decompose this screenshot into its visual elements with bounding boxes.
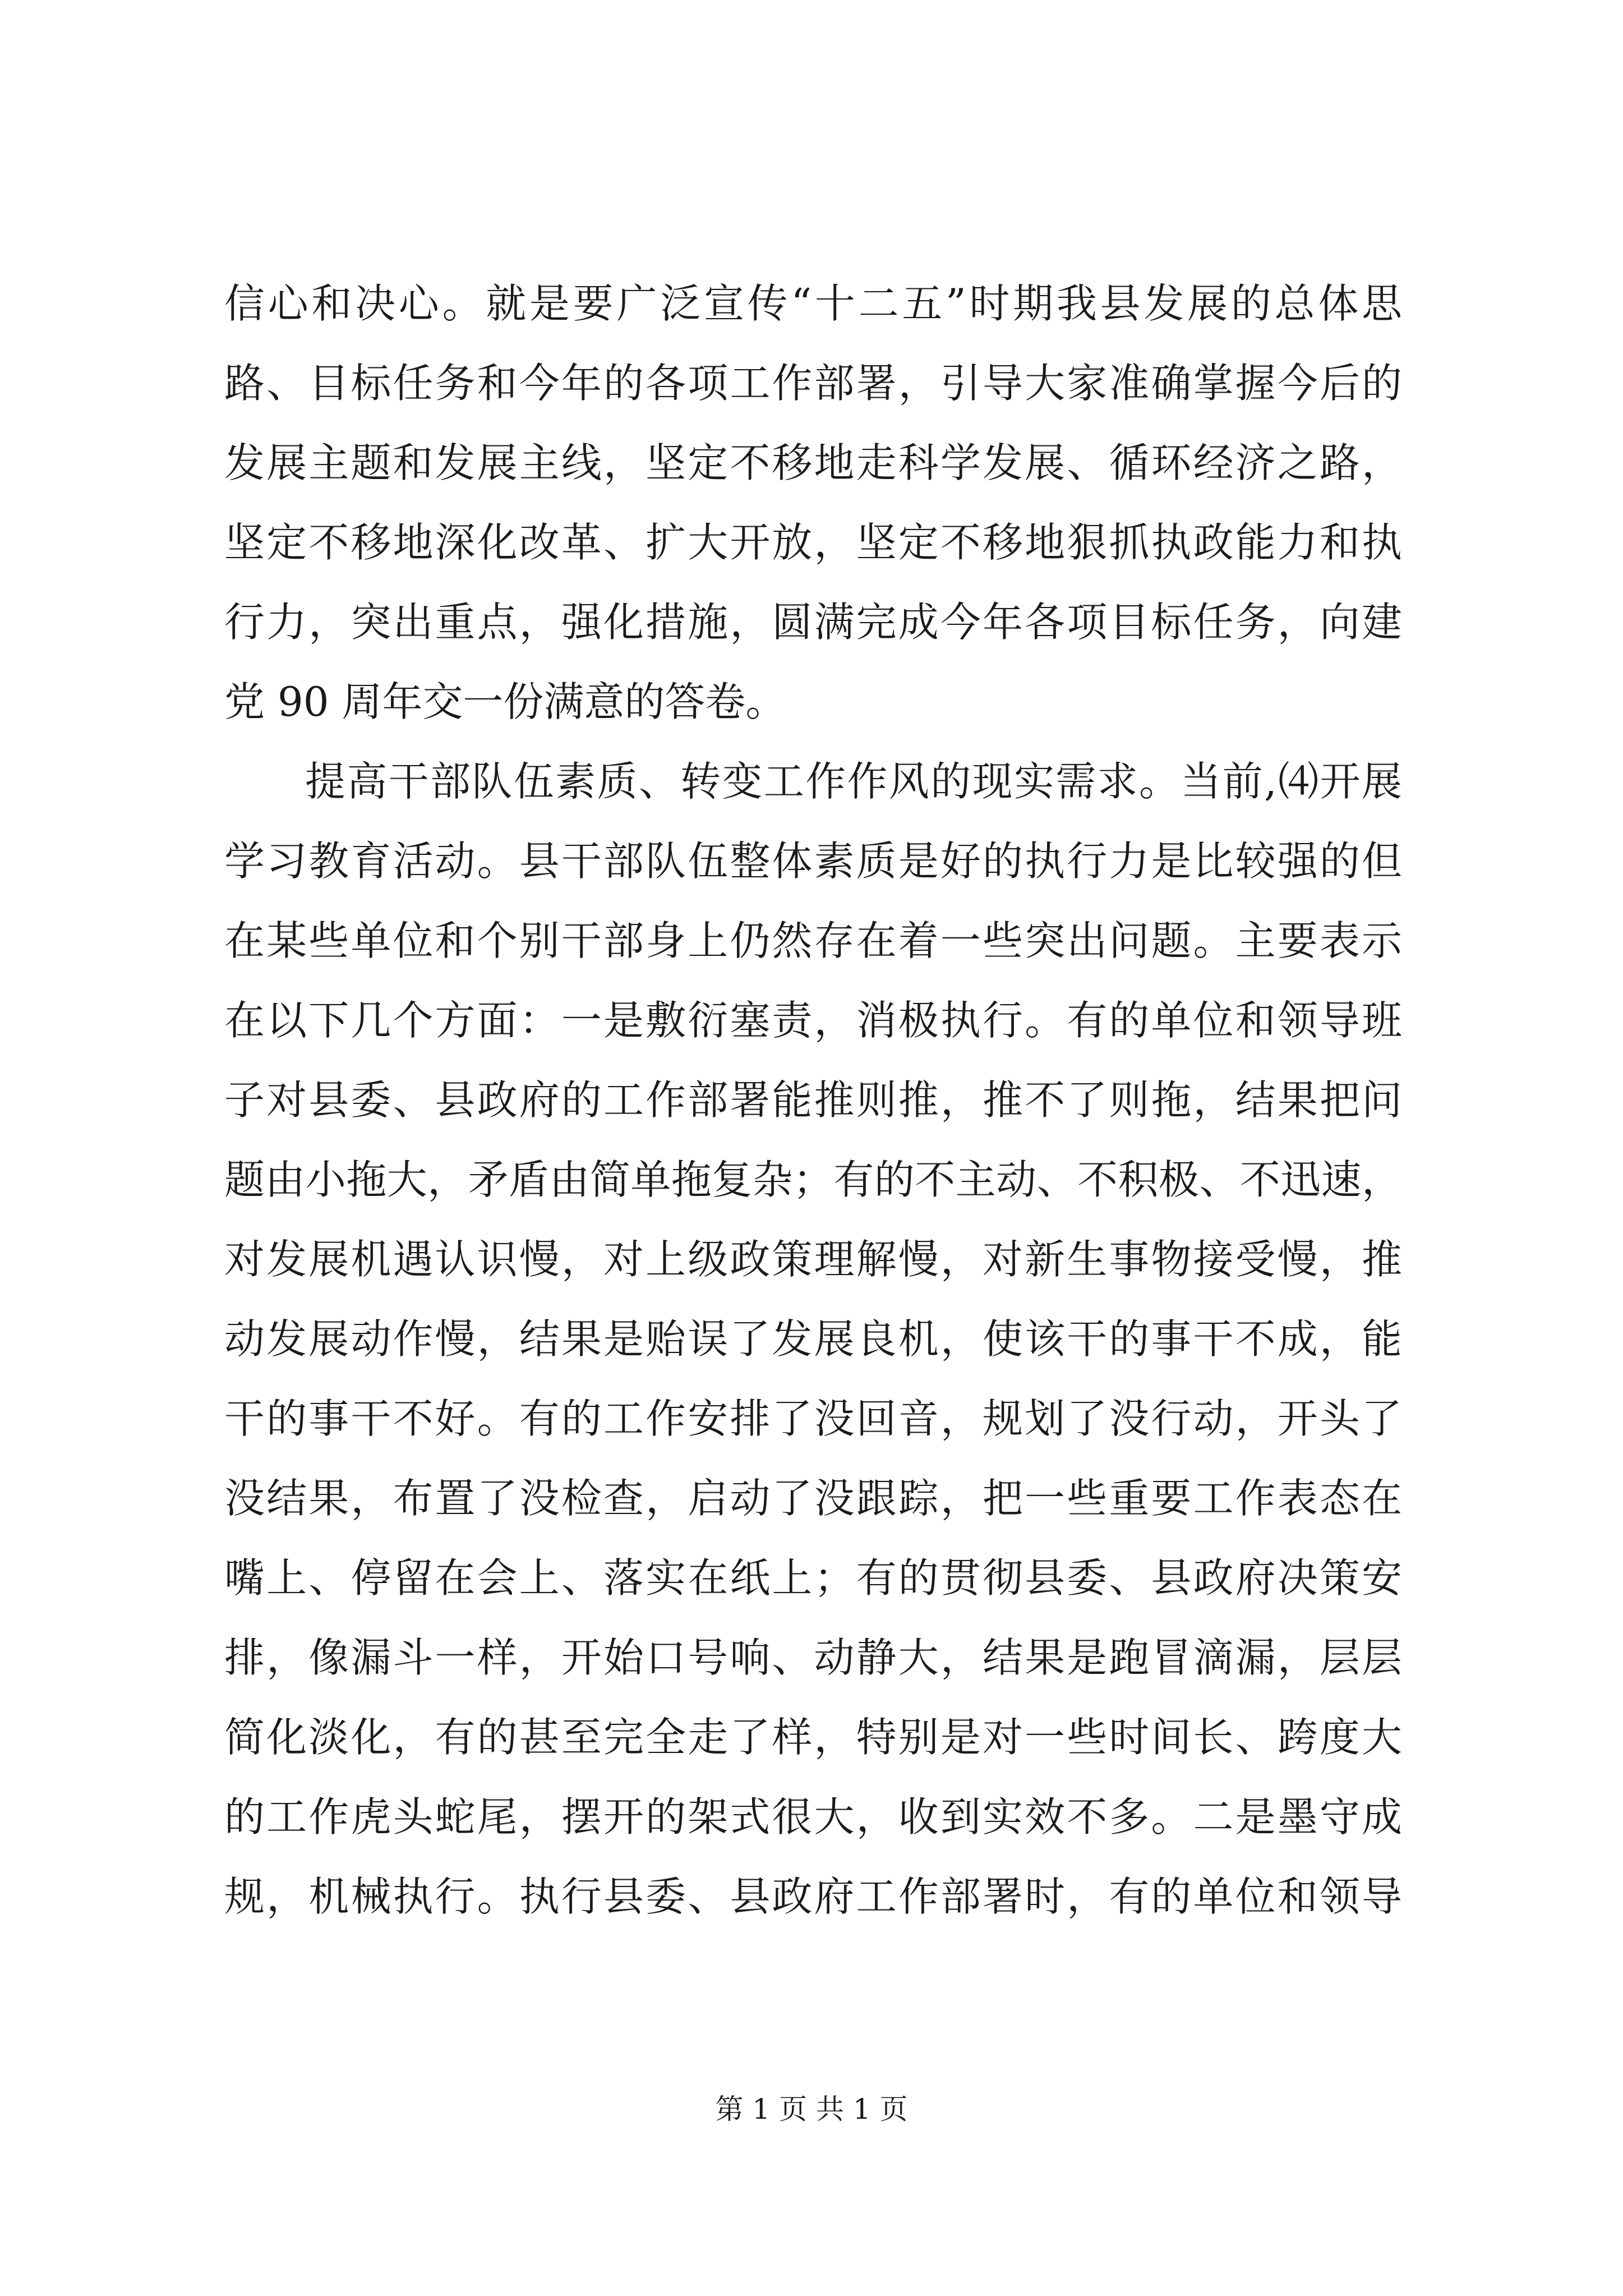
text-line-paragraph-start: 提高干部队伍素质、转变工作作风的现实需求。当前,⑷开展 — [305, 758, 1402, 805]
text-line: 对发展机遇认识慢，对上级政策理解慢，对新生事物接受慢，推 — [224, 1236, 1402, 1283]
text-line: 信心和决心。就是要广泛宣传“十二五”时期我县发展的总体思 — [224, 280, 1402, 327]
text-line: 党 90 周年交一份满意的答卷。 — [224, 678, 786, 725]
text-line: 在某些单位和个别干部身上仍然存在着一些突出问题。主要表示 — [224, 917, 1402, 964]
text-line: 子对县委、县政府的工作部署能推则推，推不了则拖，结果把问 — [224, 1076, 1402, 1124]
text-line: 动发展动作慢，结果是贻误了发展良机，使该干的事干不成，能 — [224, 1315, 1402, 1363]
text-line: 坚定不移地深化改革、扩大开放，坚定不移地狠抓执政能力和执 — [224, 519, 1402, 566]
text-line: 的工作虎头蛇尾，摆开的架式很大，收到实效不多。二是墨守成 — [224, 1793, 1402, 1841]
text-line: 在以下几个方面：一是敷衍塞责，消极执行。有的单位和领导班 — [224, 997, 1402, 1044]
text-line: 题由小拖大，矛盾由简单拖复杂；有的不主动、不积极、不迅速， — [224, 1156, 1402, 1203]
document-body — [224, 264, 1402, 1936]
text-line: 行力，突出重点，强化措施，圆满完成今年各项目标任务，向建 — [224, 599, 1402, 646]
text-line: 嘴上、停留在会上、落实在纸上；有的贯彻县委、县政府决策安 — [224, 1554, 1402, 1602]
page-number-footer: 第 1 页 共 1 页 — [715, 2093, 908, 2125]
text-line: 排，像漏斗一样，开始口号响、动静大，结果是跑冒滴漏，层层 — [224, 1634, 1402, 1681]
text-line: 没结果，布置了没检查，启动了没跟踪，把一些重要工作表态在 — [224, 1475, 1402, 1522]
text-line: 规，机械执行。执行县委、县政府工作部署时，有的单位和领导 — [224, 1873, 1402, 1920]
text-line: 学习教育活动。县干部队伍整体素质是好的执行力是比较强的但 — [224, 838, 1402, 885]
text-line: 简化淡化，有的甚至完全走了样，特别是对一些时间长、跨度大 — [224, 1714, 1402, 1761]
text-line: 路、目标任务和今年的各项工作部署，引导大家准确掌握今后的 — [224, 360, 1402, 407]
text-line: 发展主题和发展主线，坚定不移地走科学发展、循环经济之路， — [224, 439, 1402, 486]
text-line: 干的事干不好。有的工作安排了没回音，规划了没行动，开头了 — [224, 1395, 1402, 1442]
